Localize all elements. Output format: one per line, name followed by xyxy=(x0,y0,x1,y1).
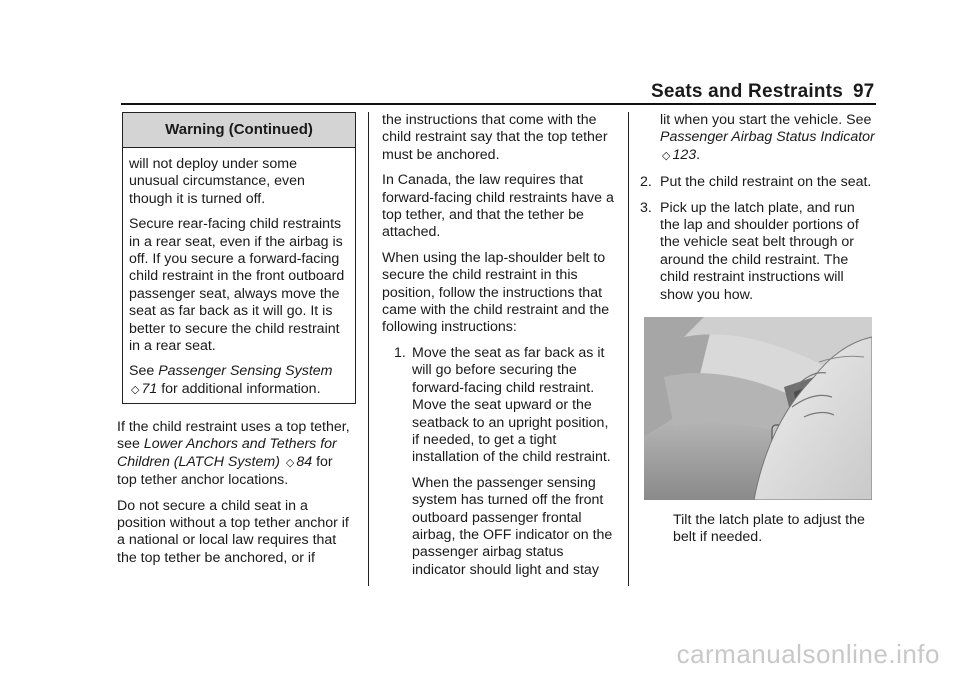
step-number: 3. xyxy=(640,199,652,216)
paragraph: If the child restraint uses a top tether, see Lower Anchors and Tethers for Children (LATCH System) ◇ 84 for top tether anchor locations. xyxy=(117,419,350,489)
column-divider-left xyxy=(368,112,369,586)
paragraph: Do not secure a child seat in a position without a top tether anchor if a national or local law requires that the top tether be anchored, or if xyxy=(117,497,349,566)
step-text: Move the seat as far back as it will go before securing the forward-facing child restraint. Move the seat upward or the seatback to an upright position, if needed, to get a tight installation of the child restraint. xyxy=(412,344,611,466)
step-note: When the passenger sensing system has turned off the front outboard passenger frontal airbag, the OFF indicator on the passenger airbag status indicator should light and stay xyxy=(412,474,613,578)
warning-body xyxy=(123,148,355,399)
page-reference-arrow-icon: ◇ xyxy=(131,383,140,396)
page-reference-number[interactable]: 71 xyxy=(141,380,158,397)
section-title: Seats and Restraints xyxy=(651,81,843,102)
column-divider-right xyxy=(628,112,629,586)
warning-box xyxy=(122,112,356,404)
paragraph: the instructions that come with the child restraint say that the top tether must be anchored. xyxy=(382,112,608,163)
warning-paragraph: will not deploy under some unusual circumstance, even though it is turned off. xyxy=(129,156,305,207)
step-number: 1. xyxy=(394,344,406,361)
page-reference-number[interactable]: 84 xyxy=(296,453,313,470)
column-1 xyxy=(117,419,355,575)
page-reference-arrow-icon: ◇ xyxy=(285,456,295,469)
list-item xyxy=(382,345,618,467)
cross-reference-link[interactable]: Passenger Airbag Status Indicator xyxy=(660,129,875,146)
continued-paragraph: lit when you start the vehicle. See Passenger Airbag Status Indicator ◇ 123. xyxy=(660,112,875,163)
column-2 xyxy=(382,112,618,587)
latch-plate-illustration xyxy=(644,317,872,500)
column-3 xyxy=(640,112,876,312)
cross-reference-link[interactable]: Lower Anchors and Tethers for Children (LATCH System) xyxy=(117,436,337,470)
step-number: 2. xyxy=(640,174,652,191)
warning-paragraph: Secure rear-facing child restraints in a rear seat, even if the airbag is off. If you secure a forward-facing child restraint in the front outboard passenger seat, always move the seat as far back as it will go. It is better to secure the child restraint in a rear seat. xyxy=(129,216,345,355)
latch-plate-illustration-image xyxy=(644,317,872,500)
warning-title: Warning (Continued) xyxy=(123,113,355,148)
page-reference-number[interactable]: 123 xyxy=(672,146,697,163)
illustration-caption: Tilt the latch plate to adjust the belt if needed. xyxy=(673,512,865,546)
list-item xyxy=(640,174,876,191)
step-text: Put the child restraint on the seat. xyxy=(660,174,872,191)
paragraph: In Canada, the law requires that forward-facing child restraints have a top tether, and that the tether be attached. xyxy=(382,172,614,241)
page-reference-arrow-icon: ◇ xyxy=(662,149,671,162)
warning-see-reference: See Passenger Sensing System ◇ 71 for additional information. xyxy=(129,363,333,397)
watermark: carmanualsonline.info xyxy=(676,639,940,669)
header-rule xyxy=(121,103,876,105)
step-text: Pick up the latch plate, and run the lap and shoulder portions of the vehicle seat belt through or around the child restraint. The child restraint instructions will show you how. xyxy=(660,199,859,303)
list-item xyxy=(640,200,876,304)
page-number: 97 xyxy=(853,81,875,102)
cross-reference-link[interactable]: Passenger Sensing System xyxy=(158,363,333,380)
paragraph: When using the lap-shoulder belt to secure the child restraint in this position, follow the instructions that came with the child restraint and the following instructions: xyxy=(382,249,610,336)
